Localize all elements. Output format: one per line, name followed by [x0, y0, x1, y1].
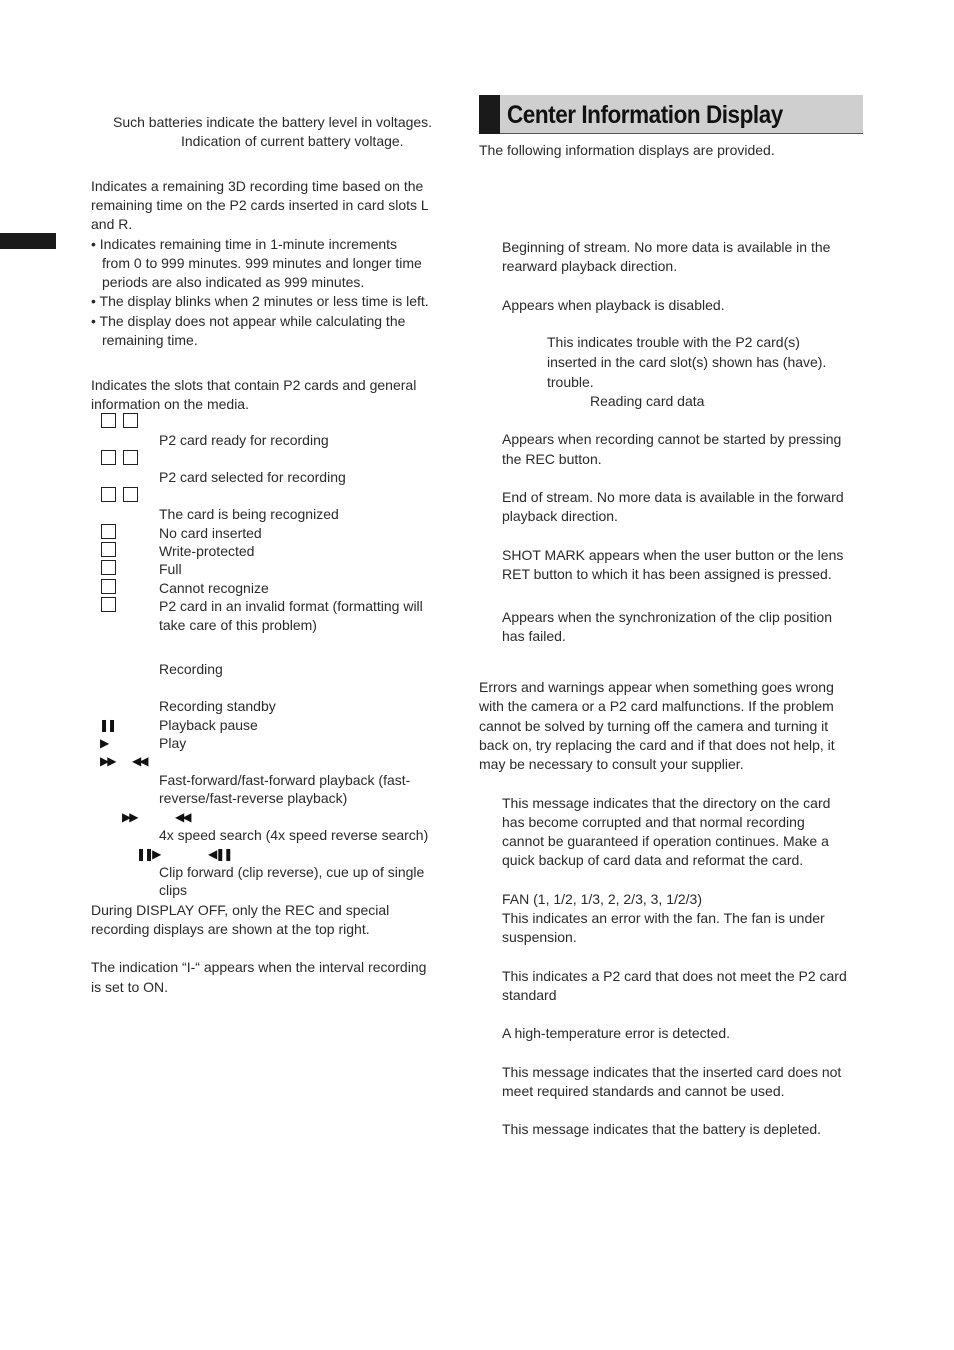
slot-icon — [123, 487, 138, 502]
op-ff: reverse/fast-reverse playback) — [159, 790, 348, 806]
play-icon: ▶ — [100, 736, 108, 750]
clip-reverse-icon: ◀❚❚ — [208, 847, 232, 861]
op-clip: clips — [159, 882, 188, 898]
op-search: 4x speed search (4x speed reverse search) — [159, 827, 429, 843]
info-rec-inhibit: Appears when recording cannot be started by pressing — [502, 431, 842, 447]
bullet-item: remaining time. — [102, 332, 198, 348]
slot-state-label: Cannot recognize — [159, 580, 269, 596]
info-rec-inhibit: the REC button. — [502, 451, 602, 467]
slots-intro: information on the media. — [91, 396, 249, 412]
battery-text: Such batteries indicate the battery level in voltages. — [113, 114, 433, 130]
error-nonstd: This indicates a P2 card that does not meet the P2 card — [502, 968, 847, 984]
errors-intro: back on, try replacing the card and if that does not help, it — [479, 737, 835, 753]
error-unsupported: meet required standards and cannot be used. — [502, 1083, 785, 1099]
slot-icon — [101, 542, 116, 557]
info-shot-mark: SHOT MARK appears when the user button or the lens — [502, 547, 844, 563]
slots-intro: Indicates the slots that contain P2 cards and general — [91, 377, 417, 393]
page-title: Center Information Display — [507, 101, 783, 129]
slot-icon — [101, 450, 116, 465]
display-off-note: recording displays are shown at the top right. — [91, 921, 370, 937]
bullet-item: • Indicates remaining time in 1-minute increments — [91, 236, 398, 252]
slot-state-label: P2 card ready for recording — [159, 432, 329, 448]
op-play: Play — [159, 735, 187, 751]
battery-voltage-text: Indication of current battery voltage. — [181, 133, 404, 149]
errors-intro: with the camera or a P2 card malfunctions. If the problem — [479, 698, 834, 714]
info-bos: rearward playback direction. — [502, 258, 678, 274]
error-fan: This indicates an error with the fan. The fan is under — [502, 910, 825, 926]
slot-state-label: Full — [159, 561, 182, 577]
heading-marker — [479, 95, 500, 134]
bullet-item: • The display blinks when 2 minutes or less time is left. — [91, 293, 429, 309]
errors-intro: cannot be solved by turning off the camera and turning it — [479, 718, 829, 734]
error-dir: has become corrupted and that normal recording — [502, 814, 805, 830]
remaining-time-intro: remaining time on the P2 cards inserted in card slots L — [91, 197, 429, 213]
fast-forward-icon: ▶▶ — [100, 754, 115, 768]
info-card-trouble: inserted in the card slot(s) shown has (have). — [547, 354, 827, 370]
error-fan-title: FAN (1, 1/2, 1/3, 2, 2/3, 3, 1/2/3) — [502, 891, 702, 907]
error-fan: suspension. — [502, 929, 577, 945]
error-nonstd: standard — [502, 987, 557, 1003]
info-eos: playback direction. — [502, 508, 618, 524]
slot-icon — [101, 579, 116, 594]
interval-note: The indication “I-“ appears when the interval recording — [91, 959, 427, 975]
interval-note: is set to ON. — [91, 979, 169, 995]
info-sync: has failed. — [502, 628, 566, 644]
error-dir: cannot be guaranteed if operation continues. Make a — [502, 833, 829, 849]
info-bos: Beginning of stream. No more data is available in the — [502, 239, 831, 255]
info-shot-mark: RET button to which it has been assigned is pressed. — [502, 566, 832, 582]
op-ff: Fast-forward/fast-forward playback (fast- — [159, 772, 411, 788]
bullet-item: periods are also indicated as 999 minutes. — [102, 274, 365, 290]
info-card-trouble: This indicates trouble with the P2 card(s) — [547, 334, 800, 350]
error-dir: This message indicates that the directory on the card — [502, 795, 831, 811]
slot-state-label: P2 card in an invalid format (formatting will — [159, 598, 423, 614]
fast-forward-icon: ▶▶ — [122, 810, 137, 824]
slot-state-label: No card inserted — [159, 525, 262, 541]
bullet-item: • The display does not appear while calculating the — [91, 313, 406, 329]
slot-state-label: The card is being recognized — [159, 506, 339, 522]
slot-icon — [101, 413, 116, 428]
op-standby: Recording standby — [159, 698, 276, 714]
bullet-item: from 0 to 999 minutes. 999 minutes and longer time — [102, 255, 422, 271]
center-intro: The following information displays are provided. — [479, 142, 775, 158]
rewind-icon: ◀◀ — [132, 754, 147, 768]
remaining-time-intro: Indicates a remaining 3D recording time based on the — [91, 178, 424, 194]
display-off-note: During DISPLAY OFF, only the REC and special — [91, 902, 390, 918]
op-recording: Recording — [159, 661, 223, 677]
op-clip: Clip forward (clip reverse), cue up of single — [159, 864, 425, 880]
error-unsupported: This message indicates that the inserted card does not — [502, 1064, 842, 1080]
info-eos: End of stream. No more data is available in the forward — [502, 489, 844, 505]
errors-intro: Errors and warnings appear when something goes wrong — [479, 679, 834, 695]
slot-icon — [101, 597, 116, 612]
info-card-trouble: trouble. — [547, 374, 594, 390]
section-tab-marker — [0, 233, 56, 249]
slot-state-label: take care of this problem) — [159, 617, 317, 633]
pause-icon: ❚❚ — [99, 718, 116, 732]
slot-icon — [123, 413, 138, 428]
info-disabled: Appears when playback is disabled. — [502, 297, 725, 313]
slot-icon — [123, 450, 138, 465]
slot-state-label: Write-protected — [159, 543, 255, 559]
remaining-time-intro: and R. — [91, 216, 133, 232]
slot-icon — [101, 487, 116, 502]
errors-intro: may be necessary to consult your supplier. — [479, 756, 744, 772]
clip-forward-icon: ❚❚▶ — [136, 847, 160, 861]
slot-state-label: P2 card selected for recording — [159, 469, 346, 485]
error-dir: quick backup of card data and reformat the card. — [502, 852, 804, 868]
rewind-icon: ◀◀ — [175, 810, 190, 824]
op-pause: Playback pause — [159, 717, 258, 733]
error-temp: A high-temperature error is detected. — [502, 1025, 731, 1041]
error-battery: This message indicates that the battery is depleted. — [502, 1121, 822, 1137]
info-reading: Reading card data — [590, 393, 705, 409]
info-sync: Appears when the synchronization of the clip position — [502, 609, 832, 625]
slot-icon — [101, 560, 116, 575]
slot-icon — [101, 524, 116, 539]
